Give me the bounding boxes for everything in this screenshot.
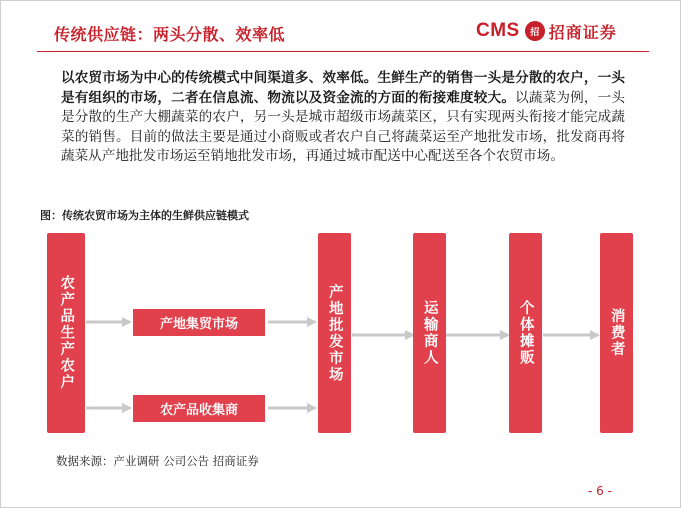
- logo-chinese-text: 招商证券: [548, 22, 617, 42]
- figure-caption: 图：传统农贸市场为主体的生鲜供应链模式: [40, 209, 249, 222]
- body-normal-text: 以蔬菜为例，一头是分散的生产大棚蔬菜的农户，另一头是城市超级市场蔬菜区，只有实现两头衔接才能完成蔬菜的销售。目前的做法主要是通过小商贩或者农户自己将蔬菜运至产地批发市场，批发商再将蔬菜从产地批发市场运至销地批发市场，再通过城市配送中心配送至各个农贸市场。: [61, 89, 626, 165]
- node-collector: [133, 395, 265, 422]
- page-number: - 6 -: [588, 484, 612, 498]
- node-vendor-label: 个体摊贩: [517, 300, 534, 366]
- node-producer-label: 农产品生产农户: [58, 275, 75, 391]
- node-consumer-label: 消费者: [608, 308, 625, 358]
- node-vendor: [509, 233, 542, 433]
- node-transporter-label: 运输商人: [421, 300, 438, 366]
- node-market-label: 产地集贸市场: [159, 317, 238, 332]
- body-bold-text: 以农贸市场为中心的传统模式中间渠道多、效率低。生鲜生产的销售一头是分散的农户，一头是有组织的市场，二者在信息流、物流以及资金流的方面的衔接难度较大。: [61, 70, 625, 106]
- data-source: 数据来源：产业调研 公司公告 招商证券: [56, 454, 259, 468]
- logo-latin-text: CMS: [476, 20, 520, 41]
- slide-title: 传统供应链：两头分散、效率低: [54, 25, 286, 44]
- node-transporter: [413, 233, 446, 433]
- node-consumer: [600, 233, 633, 433]
- logo-mark-icon: 招: [525, 21, 545, 41]
- node-wholesale-label: 产地批发市场: [326, 283, 343, 383]
- node-collector-label: 农产品收集商: [159, 403, 238, 418]
- node-market: [133, 309, 265, 336]
- node-wholesale: [318, 233, 351, 433]
- node-producer: [47, 233, 85, 433]
